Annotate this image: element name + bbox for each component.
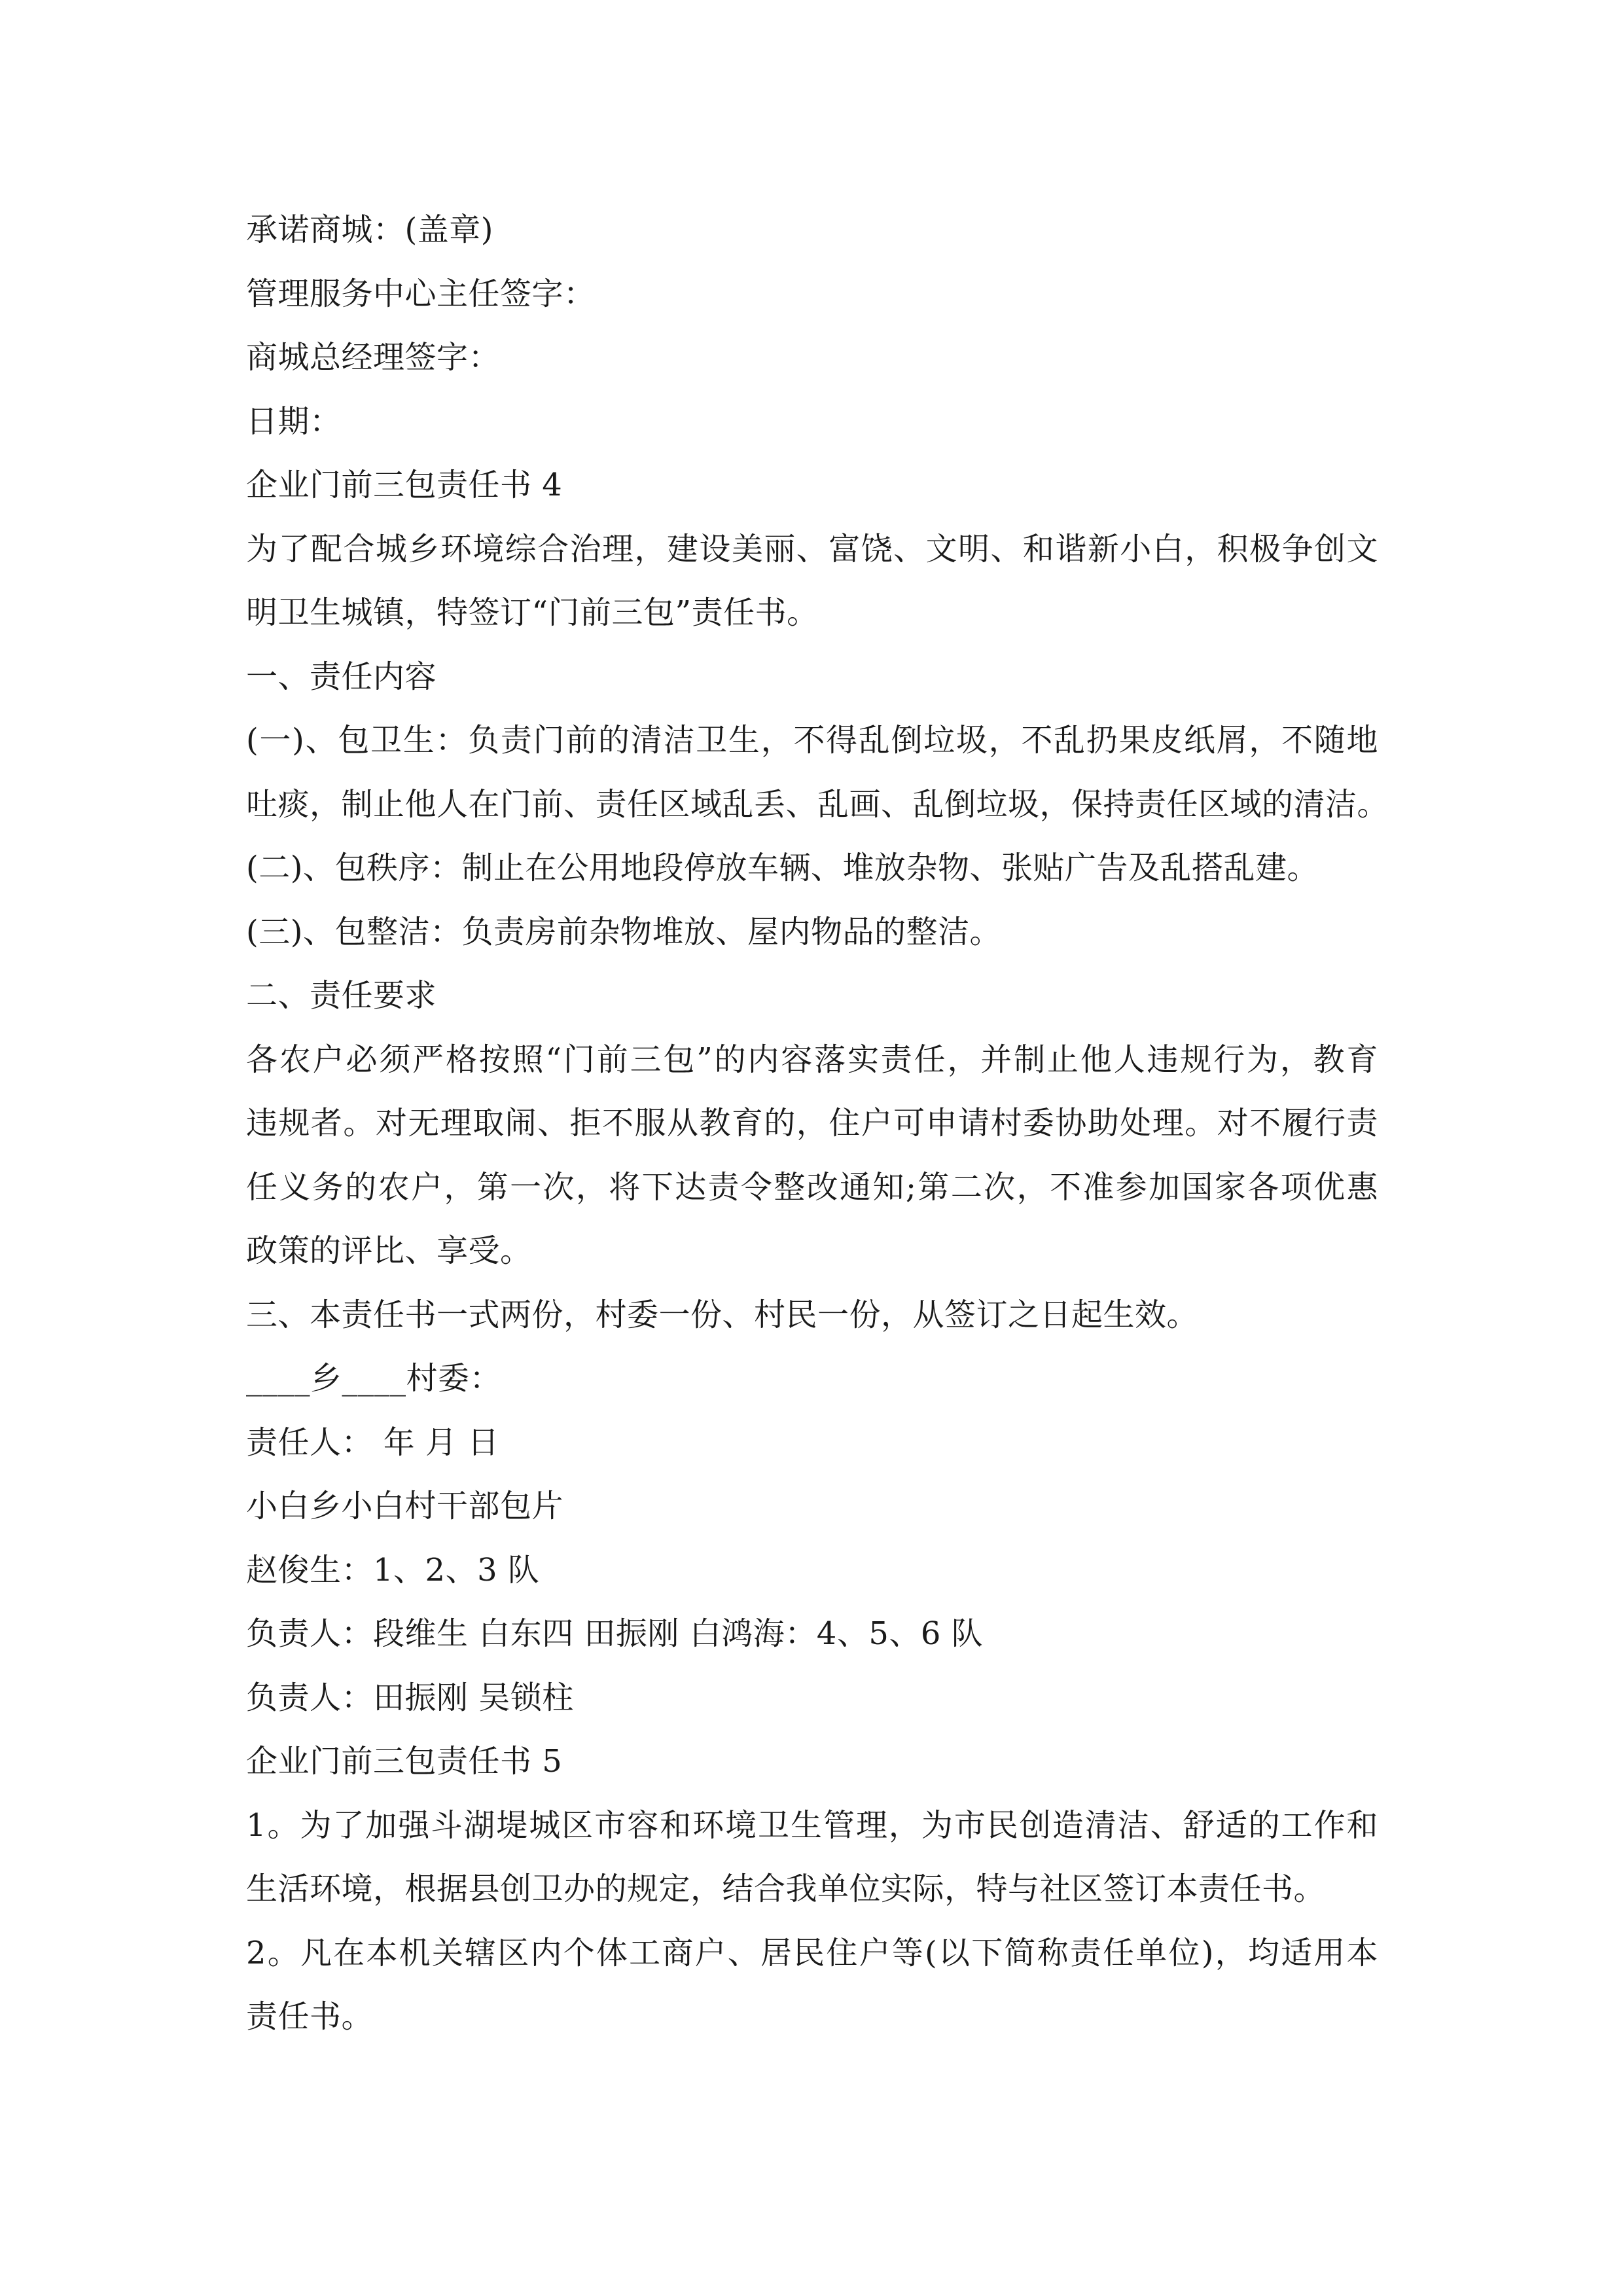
paragraph-line: 为了配合城乡环境综合治理，建设美丽、富饶、文明、和谐新小白，积极争创文 [246,530,1378,567]
paragraph-line: 2。凡在本机关辖区内个体工商户、居民住户等(以下简称责任单位)，均适用本 [246,1934,1378,1971]
subheading-responsibility-content: 一、责任内容 [246,658,437,695]
document-body [246,198,1389,2049]
signature-line-manager: 商城总经理签字： [246,339,501,376]
signature-line-mall: 承诺商城：(盖章) [246,211,493,248]
cadre-assignment-line: 负责人：段维生 白东四 田振刚 白鸿海：4、5、6 队 [246,1615,984,1652]
paragraph-line: (一)、包卫生：负责门前的清洁卫生，不得乱倒垃圾，不乱扔果皮纸屑，不随地 [246,722,1378,759]
paragraph-line: (三)、包整洁：负责房前杂物堆放、屋内物品的整洁。 [246,913,1001,950]
paragraph-line: 政策的评比、享受。 [246,1232,532,1269]
paragraph-line: 1。为了加强斗湖堤城区市容和环境卫生管理，为市民创造清洁、舒适的工作和 [246,1806,1378,1844]
village-committee-line: ____乡____村委： [246,1360,502,1397]
signature-line-director: 管理服务中心主任签字： [246,275,596,312]
paragraph-line: 明卫生城镇，特签订“门前三包”责任书。 [246,594,819,631]
paragraph-line: 各农户必须严格按照“门前三包”的内容落实责任，并制止他人违规行为，教育 [246,1041,1378,1078]
section-heading-5: 企业门前三包责任书 5 [246,1743,563,1780]
subheading-responsibility-requirements: 二、责任要求 [246,977,437,1014]
cadre-assignment-line: 负责人：田振刚 吴锁柱 [246,1679,574,1716]
paragraph-line: 责任书。 [246,1998,374,2035]
cadre-assignment-line: 赵俊生：1、2、3 队 [246,1551,540,1588]
section-heading-4: 企业门前三包责任书 4 [246,467,563,503]
paragraph-line: 吐痰，制止他人在门前、责任区域乱丢、乱画、乱倒垃圾，保持责任区域的清洁。 [246,785,1389,823]
responsible-person-date-line: 责任人： 年 月 日 [246,1424,499,1461]
paragraph-line: 三、本责任书一式两份，村委一份、村民一份，从签订之日起生效。 [246,1296,1199,1333]
paragraph-line: 违规者。对无理取闹、拒不服从教育的，住户可申请村委协助处理。对不履行责 [246,1105,1378,1141]
paragraph-line: (二)、包秩序：制止在公用地段停放车辆、堆放杂物、张贴广告及乱搭乱建。 [246,850,1319,886]
date-line: 日期： [246,403,342,440]
paragraph-line: 任义务的农户，第一次，将下达责令整改通知;第二次，不准参加国家各项优惠 [246,1168,1378,1206]
paragraph-line: 生活环境，根据县创卫办的规定，结合我单位实际，特与社区签订本责任书。 [246,1871,1326,1907]
cadre-assignment-title: 小白乡小白村干部包片 [246,1488,564,1524]
